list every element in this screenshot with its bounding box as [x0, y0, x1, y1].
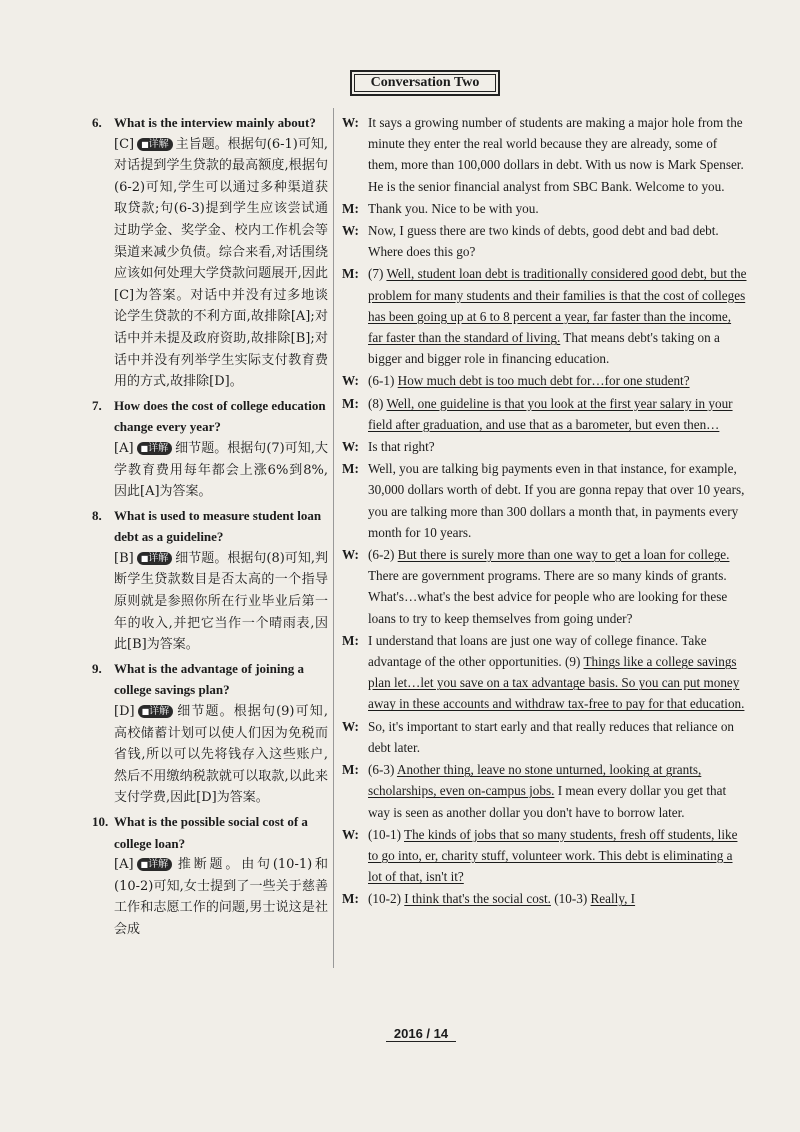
question-prompt: What is used to measure student loan debt as a guideline?	[114, 507, 322, 545]
answer-key: [B]	[114, 550, 134, 566]
speaker-label: M:	[342, 891, 359, 907]
utterance-text: I mean every dollar you get that way is seen as another dollar you don't have to borrow later.	[368, 783, 727, 820]
dialogue-turn	[342, 393, 748, 435]
utterance	[368, 824, 748, 888]
dialogue-turn	[342, 630, 748, 715]
underlined-sentence: But there is surely more than one way to get a loan for college.	[397, 547, 730, 563]
answer-explanation	[92, 548, 328, 656]
section-title: Conversation Two	[350, 70, 500, 96]
utterance	[368, 220, 748, 262]
question-item	[92, 505, 328, 656]
speaker-label: M:	[342, 200, 359, 216]
question-column	[92, 112, 328, 943]
speaker-label: M:	[342, 461, 359, 477]
question-text	[92, 658, 328, 701]
dialogue-turn	[342, 370, 748, 391]
utterance	[368, 458, 748, 543]
utterance	[368, 630, 748, 715]
explanation-text: 细节题。根据句(7)可知,大学教育费用每年都会上涨6%到8%,因此[A]为答案。	[114, 440, 328, 500]
utterance	[368, 370, 748, 391]
page-number: 2016 / 14	[386, 1026, 456, 1042]
utterance-text: Now, I guess there are two kinds of debts, good debt and bad debt. Where does this go?	[368, 223, 719, 260]
utterance-text: (6-2)	[368, 547, 398, 563]
speaker-label: M:	[342, 762, 359, 778]
utterance-text: Is that right?	[368, 439, 435, 455]
utterance-text: (10-3)	[550, 891, 591, 907]
underlined-sentence: Another thing, leave no stone unturned, looking at grants, scholarships, even on-campus jobs.	[368, 762, 702, 799]
question-prompt: What is the possible social cost of a college loan?	[114, 814, 308, 851]
utterance-text: (7)	[368, 266, 387, 282]
question-text	[92, 505, 328, 548]
question-item	[92, 811, 328, 941]
detail-badge: ■ 详解	[137, 552, 173, 565]
utterance-text: (8)	[368, 395, 387, 411]
speaker-label: M:	[342, 266, 359, 282]
answer-explanation	[92, 701, 328, 809]
speaker-label: M:	[342, 632, 359, 648]
dialogue-turn	[342, 888, 748, 909]
question-prompt: How does the cost of college education change every year?	[114, 397, 326, 435]
question-number: 10.	[92, 814, 109, 829]
question-number: 7.	[92, 397, 102, 413]
detail-badge: ■ 详解	[137, 858, 173, 871]
question-item	[92, 395, 328, 503]
answer-key: [D]	[114, 704, 135, 720]
utterance-text: Well, you are talking big payments even in that instance, for example, 30,000 dollars worth of debt. If you are gonna repay that over 10 years, you are talking more than 300 dollars a month that, in payments every month for 10 years.	[368, 461, 745, 540]
dialogue-turn	[342, 436, 748, 457]
dialogue-turn	[342, 544, 748, 629]
explanation-text: 细节题。根据句(8)可知,判断学生贷款数目是否太高的一个指导原则就是参照你所在行业毕业后第一年的收入,并把它当作一个晴雨表,因此[B]为答案。	[114, 550, 328, 653]
underlined-sentence: Well, student loan debt is traditionally considered good debt, but the problem for many students and their families is that the cost of colleges has been going up at 6 to 8 percent a year, far faster than the income, far faster than the standard of living.	[368, 266, 747, 346]
dialogue-turn	[342, 458, 748, 543]
underlined-sentence: Really, I	[590, 891, 636, 907]
utterance	[368, 198, 748, 219]
dialogue-turn	[342, 759, 748, 823]
utterance	[368, 759, 748, 823]
dialogue-turn	[342, 220, 748, 262]
underlined-sentence: I think that's the social cost.	[404, 891, 551, 907]
utterance	[368, 888, 748, 909]
answer-explanation	[92, 438, 328, 503]
question-text	[92, 811, 328, 854]
question-item	[92, 658, 328, 809]
utterance-text: (10-2)	[368, 891, 405, 907]
speaker-label: M:	[342, 395, 359, 411]
underlined-sentence: Well, one guideline is that you look at the first year salary in your field after graduation, and use that as a barometer, but even then…	[368, 395, 733, 432]
speaker-label: W:	[342, 718, 359, 734]
explanation-text: 主旨题。根据句(6-1)可知,对话提到学生贷款的最高额度,根据句(6-2)可知,学生可以通过多种渠道获取贷款;句(6-3)提到学生应该尝试通过助学金、奖学金、校内工作机会等渠道来减少负债。综合来看,对话围绕应该如何处理大学贷款问题展开,因此[C]为答案。对话中并没有过多地谈论学生贷款的不利方面,故排除[A];对话中并未提及政府资助,故排除[B];对话中并没有列举学生实际支付教育费用的方式,故排除[D]。	[114, 136, 328, 390]
detail-badge: ■ 详解	[138, 705, 174, 718]
utterance-text: (6-1)	[368, 373, 398, 389]
utterance-text: (10-1)	[368, 826, 405, 842]
dialogue-column	[342, 112, 748, 911]
question-number: 6.	[92, 115, 102, 130]
utterance	[368, 544, 748, 629]
answer-key: [A]	[114, 857, 134, 873]
answer-explanation	[92, 134, 328, 393]
utterance-text: There are government programs. There are so many kinds of grants. What's…what's the best advice for people who are looking for these loans to try to keep themselves from going under?	[368, 568, 728, 626]
utterance	[368, 716, 748, 758]
explanation-text: 细节题。根据句(9)可知,高校储蓄计划可以使人们因为免税而省钱,所以可以先将钱存入这些账户,然后不用缴纳税款就可以取款,以此来支付学费,因此[D]为答案。	[114, 704, 328, 806]
utterance-text: So, it's important to start early and that really reduces that reliance on debt later.	[368, 718, 735, 755]
underlined-sentence: How much debt is too much debt for…for one student?	[397, 373, 690, 389]
underlined-sentence: The kinds of jobs that so many students, fresh off students, like to go into, er, charity stuff, volunteer work. This debt is eliminating a lot of that, isn't it?	[368, 826, 738, 885]
utterance	[368, 393, 748, 435]
utterance-text: That means debt's taking on a bigger and bigger role in financing education.	[368, 330, 720, 367]
detail-badge: ■ 详解	[137, 442, 173, 455]
utterance-text: Thank you. Nice to be with you.	[368, 200, 539, 216]
question-text	[92, 395, 328, 438]
utterance-text: I understand that loans are just one way of college finance. Take advantage of the other opportunities. (9)	[368, 632, 707, 670]
speaker-label: W:	[342, 547, 359, 563]
question-item	[92, 112, 328, 393]
utterance	[368, 112, 748, 197]
question-prompt: What is the advantage of joining a college savings plan?	[114, 660, 304, 698]
answer-key: [A]	[114, 440, 134, 456]
speaker-label: W:	[342, 373, 359, 389]
utterance-text: (6-3)	[368, 762, 397, 778]
utterance	[368, 263, 748, 369]
utterance-text: It says a growing number of students are making a major hole from the minute they enter the real world because they are already, some of them, more than 100,000 dollars in debt. With us now is Mark Spenser. He is the senior financial analyst from SBC Bank. Welcome to you.	[368, 115, 744, 194]
speaker-label: W:	[342, 439, 359, 455]
question-text	[92, 112, 328, 134]
dialogue-turn	[342, 716, 748, 758]
answer-explanation	[92, 854, 328, 940]
dialogue-turn	[342, 263, 748, 369]
speaker-label: W:	[342, 826, 359, 842]
underlined-sentence: Things like a college savings plan let…let you save on a tax advantage basis. So you can put money away in these accounts and withdraw tax-free to pay for that education.	[368, 654, 745, 712]
column-divider	[333, 108, 334, 968]
speaker-label: W:	[342, 223, 359, 239]
question-number: 9.	[92, 660, 102, 676]
question-prompt: What is the interview mainly about?	[114, 115, 316, 130]
dialogue-turn	[342, 824, 748, 888]
explanation-text: 推断题。由句(10-1)和(10-2)可知,女士提到了一些关于慈善工作和志愿工作的问题,男士说这是社会成	[114, 857, 328, 937]
answer-key: [C]	[114, 136, 135, 152]
dialogue-turn	[342, 112, 748, 197]
dialogue-turn	[342, 198, 748, 219]
speaker-label: W:	[342, 115, 359, 130]
utterance	[368, 436, 748, 457]
question-number: 8.	[92, 507, 102, 523]
detail-badge: ■ 详解	[137, 138, 173, 151]
